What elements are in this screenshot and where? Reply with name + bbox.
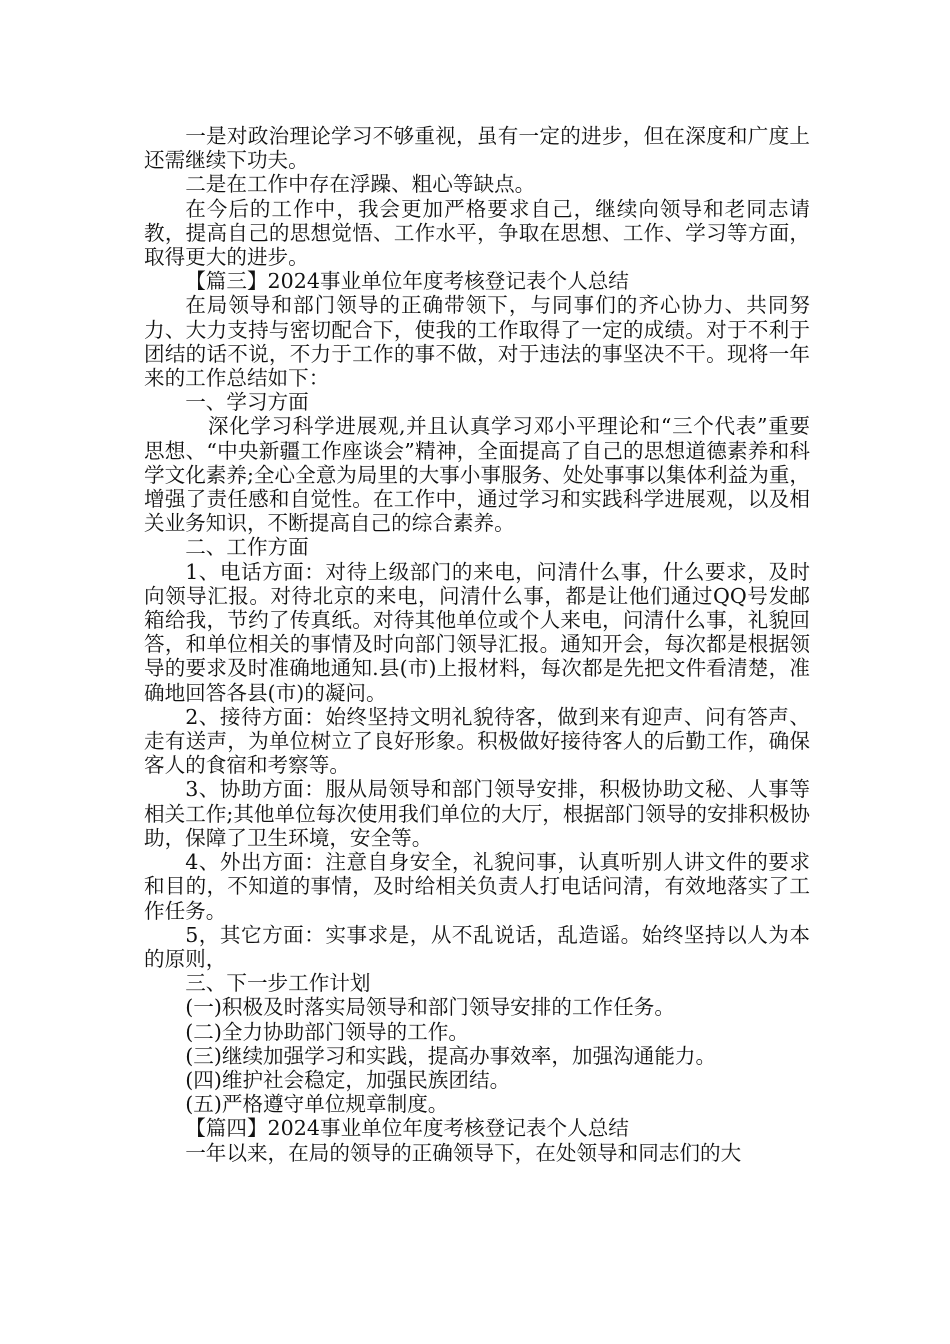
paragraph: 一年以来，在局的领导的正确领导下，在处领导和同志们的大 xyxy=(185,1140,742,1165)
paragraph: 在局领导和部门领导的正确带领下，与同事们的齐心协力、共同努力、大力支持与密切配合下，使我的工作取得了一定的成绩。对于不利于团结的话不说，不力于工作的事不做，对于违法的事坚决不干。现将一年来的工作总结如下： xyxy=(144,293,810,391)
section-title: 【篇四】2024事业单位年度考核登记表个人总结 xyxy=(185,1116,629,1141)
paragraph: 2、接待方面：始终坚持文明礼貌待客，做到来有迎声、问有答声、走有送声，为单位树立了良好形象。积极做好接待客人的后勤工作，确保客人的食宿和考察等。 xyxy=(144,704,810,778)
paragraph: 二是在工作中存在浮躁、粗心等缺点。 xyxy=(185,172,536,197)
plan-item: (三)继续加强学习和实践，提高办事效率，加强沟通能力。 xyxy=(185,1043,717,1068)
subsection-heading: 一、学习方面 xyxy=(185,390,309,415)
paragraph: 一是对政治理论学习不够重视，虽有一定的进步，但在深度和广度上还需继续下功夫。 xyxy=(144,124,810,173)
paragraph: 4、外出方面：注意自身安全，礼貌问事，认真听别人讲文件的要求和目的，不知道的事情，及时给相关负责人打电话问清，有效地落实了工作任务。 xyxy=(144,850,810,923)
subsection-heading: 二、工作方面 xyxy=(185,535,309,560)
plan-item: (二)全力协助部门领导的工作。 xyxy=(185,1019,469,1044)
paragraph: 深化学习科学进展观,并且认真学习邓小平理论和“三个代表”重要思想、“中央新疆工作座谈会”精神，全面提高了自己的思想道德素养和科学文化素养;全心全意为局里的大事小事服务、处处事事以集体利益为重，增强了责任感和自觉性。在工作中，通过学习和实践科学进展观，以及相关业务知识，不断提高自己的综合素养。 xyxy=(144,414,810,536)
document-page xyxy=(144,124,810,1165)
paragraph: 1、电话方面：对待上级部门的来电，问清什么事，什么要求，及时向领导汇报。对待北京的来电，问清什么事，都是让他们通过QQ号发邮箱给我，节约了传真纸。对待其他单位或个人来电，问清什么事，礼貌回答，和单位相关的事情及时向部门领导汇报。通知开会，每次都是根据领导的要求及时准确地通知.县(市)上报材料，每次都是先把文件看清楚，准确地回答各县(市)的凝问。 xyxy=(144,559,810,705)
paragraph: 5，其它方面：实事求是，从不乱说话，乱造谣。始终坚持以人为本的原则， xyxy=(144,922,810,971)
subsection-heading: 三、下一步工作计划 xyxy=(185,971,371,996)
section-title: 【篇三】2024事业单位年度考核登记表个人总结 xyxy=(185,269,629,294)
plan-item: (四)维护社会稳定，加强民族团结。 xyxy=(185,1067,511,1092)
plan-item: (一)积极及时落实局领导和部门领导安排的工作任务。 xyxy=(185,995,675,1020)
plan-item: (五)严格遵守单位规章制度。 xyxy=(185,1092,449,1117)
paragraph: 在今后的工作中，我会更加严格要求自己，继续向领导和老同志请教，提高自己的思想觉悟、工作水平，争取在思想、工作、学习等方面，取得更大的进步。 xyxy=(144,196,810,270)
paragraph: 3、协助方面：服从局领导和部门领导安排，积极协助文秘、人事等相关工作;其他单位每次使用我们单位的大厅，根据部门领导的安排积极协助，保障了卫生环境，安全等。 xyxy=(144,777,810,850)
